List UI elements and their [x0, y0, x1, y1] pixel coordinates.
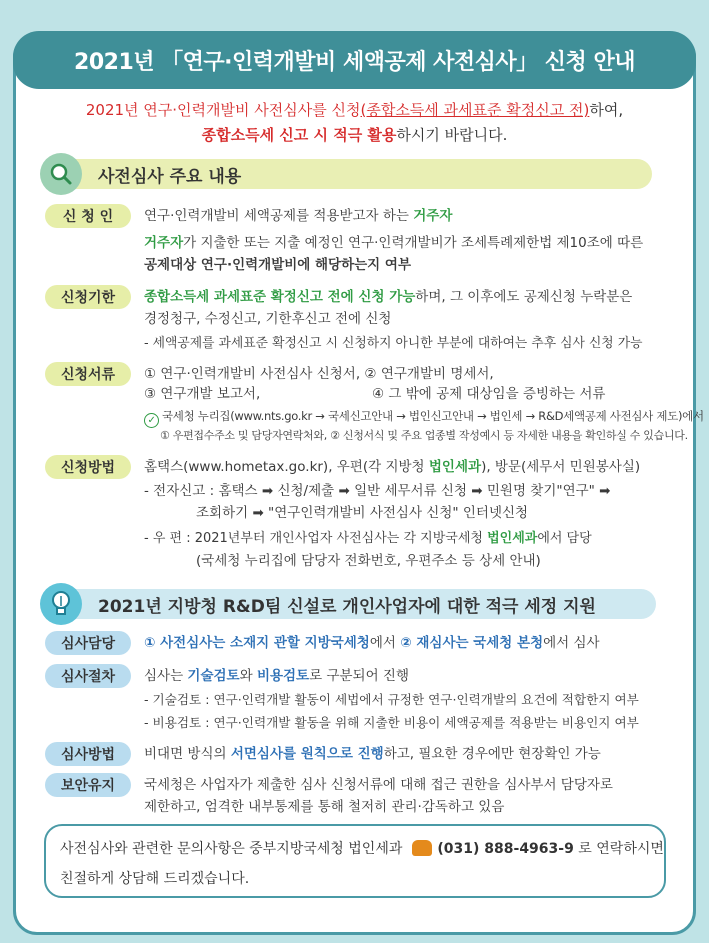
charge-line — [144, 633, 600, 653]
documents-line2b: ④ 그 밖에 공제 대상임을 증빙하는 서류 — [372, 386, 606, 402]
applicant-line2 — [144, 233, 643, 253]
label-review-method — [45, 742, 131, 766]
documents-line4: ① 우편접수주소 및 담당자연락처와, ② 신청서식 및 주요 업종별 작성예시 등 자세한 내용을 확인하실 수 있습니다. — [160, 429, 688, 442]
deadline-line2: 경정청구, 수정신고, 기한후신고 전에 신청 — [144, 311, 392, 327]
page-title — [13, 31, 696, 89]
documents-line1: ① 연구·인력개발비 사전심사 신청서, ② 연구개발비 명세서, — [144, 366, 494, 382]
method-line4-b: 법인세과 — [487, 531, 538, 546]
review-method-b: 서면심사를 원칙으로 진행 — [230, 746, 384, 762]
documents-line3-text: 국세청 누리집(www.nts.go.kr → 국세신고안내 → 법인신고안내 → 법인세 → R&D세액공제 사전심사 제도)에서 — [162, 409, 704, 423]
method-line2: - 전자신고 : 홈택스 ➡ 신청/제출 ➡ 일반 세무서류 신청 ➡ 민원명 찾기"연구" ➡ — [144, 483, 611, 499]
method-line3: 조회하기 ➡ "연구인력개발비 사전심사 신청" 인터넷신청 — [196, 505, 529, 521]
label-method — [45, 455, 131, 479]
label-method-text: 신청방법 — [60, 460, 116, 476]
intro-line2-b: 하시기 바랍니다. — [396, 126, 508, 144]
intro-line1-c: 하여, — [589, 101, 624, 119]
procedure-line2: - 기술검토 : 연구·인력개발 활동이 세법에서 규정한 연구·인력개발의 요건에 적합한지 여부 — [144, 692, 639, 707]
security-line1: 국세청은 사업자가 제출한 심사 신청서류에 대해 접근 권한을 심사부서 담당자로 — [144, 777, 613, 793]
contact-line1 — [60, 838, 664, 858]
procedure-line1-b: 기술검토 — [187, 668, 240, 684]
deadline-line1-a: 종합소득세 과세표준 확정신고 전에 신청 가능 — [144, 289, 416, 305]
method-line1-b: 법인세과 — [428, 459, 482, 475]
section2-heading-bar — [42, 589, 656, 619]
label-procedure-text: 심사절차 — [60, 669, 116, 685]
charge-a: ① 사전심사는 소재지 관할 지방국세청 — [144, 635, 370, 651]
deadline-line3: - 세액공제를 과세표준 확정신고 시 신청하지 아니한 부분에 대하여는 추후 심사 신청 가능 — [144, 336, 643, 351]
method-line1 — [144, 457, 640, 477]
contact-phone: (031) 888-4963-9 — [437, 841, 574, 857]
contact-line1-a: 사전심사와 관련한 문의사항은 중부지방국세청 법인세과 — [60, 841, 403, 857]
applicant-line1-a: 연구·인력개발비 세액공제를 적용받고자 하는 — [144, 208, 414, 224]
documents-line3 — [144, 406, 704, 428]
intro-line2-a: 종합소득세 신고 시 적극 활용 — [201, 126, 397, 144]
procedure-line3: - 비용검토 : 연구·인력개발 활동을 위해 지출한 비용이 세액공제를 적용받는 비용인지 여부 — [144, 715, 639, 730]
lightbulb-icon — [40, 583, 82, 625]
intro — [30, 98, 679, 148]
method-line1-c: ), 방문(세무서 민원봉사실) — [481, 459, 641, 475]
deadline-line1 — [144, 287, 632, 307]
section1-heading-bar — [42, 159, 652, 189]
magnifier-icon — [40, 153, 82, 195]
method-line4-c: 에서 담당 — [537, 531, 592, 546]
check-icon: ✓ — [144, 413, 159, 428]
procedure-line1-c: 와 — [239, 668, 257, 684]
security-line2: 제한하고, 엄격한 내부통제를 통해 철저히 관리·감독하고 있음 — [144, 799, 505, 815]
label-documents — [45, 362, 131, 386]
applicant-line2-b: 가 지출한 또는 지출 예정인 연구·인력개발비가 조세특례제한법 제10조에 따른 — [183, 235, 644, 251]
method-line5: (국세청 누리집에 담당자 전화번호, 우편주소 등 상세 안내) — [196, 553, 541, 569]
documents-line2a: ③ 연구개발 보고서, — [144, 386, 261, 402]
section1-heading: 사전심사 주요 내용 — [98, 166, 242, 187]
label-deadline-text: 신청기한 — [60, 290, 116, 306]
label-security-text: 보안유지 — [60, 778, 116, 794]
applicant-line2-a: 거주자 — [144, 235, 184, 251]
intro-line1-b: (종합소득세 과세표준 확정신고 전) — [360, 101, 590, 119]
contact-line1-b: 로 연락하시면 — [573, 841, 664, 857]
review-method-a: 비대면 방식의 — [144, 746, 231, 762]
method-line4-a: - 우 편 : 2021년부터 개인사업자 사전심사는 각 지방국세청 — [144, 531, 488, 546]
label-documents-text: 신청서류 — [60, 367, 116, 383]
applicant-line3: 공제대상 연구·인력개발비에 해당하는지 여부 — [144, 257, 412, 273]
contact-box — [44, 824, 666, 898]
section2-heading: 2021년 지방청 R&D팀 신설로 개인사업자에 대한 적극 세정 지원 — [98, 596, 596, 617]
procedure-line1-d: 비용검토 — [256, 668, 310, 684]
label-applicant — [45, 204, 131, 228]
applicant-line1-b: 거주자 — [413, 208, 453, 224]
review-method-line — [144, 744, 601, 764]
deadline-line1-b: 하며, 그 이후에도 공제신청 누락분은 — [415, 289, 633, 305]
charge-b: 에서 — [369, 635, 401, 651]
procedure-line1-e: 로 구분되어 진행 — [309, 668, 409, 684]
phone-icon — [412, 840, 432, 856]
charge-c: ② 재심사는 국세청 본청 — [400, 635, 544, 651]
method-line4 — [144, 529, 592, 549]
procedure-line1-a: 심사는 — [144, 668, 188, 684]
label-procedure — [45, 664, 131, 688]
procedure-line1 — [144, 666, 409, 686]
intro-line1-a: 2021년 연구·인력개발비 사전심사를 신청 — [85, 101, 361, 119]
contact-line2: 친절하게 상담해 드리겠습니다. — [60, 871, 250, 887]
title-text: 2021년 「연구·인력개발비 세액공제 사전심사」 신청 안내 — [74, 49, 635, 75]
label-charge-text: 심사담당 — [60, 636, 116, 652]
label-security — [45, 773, 131, 797]
review-method-c: 하고, 필요한 경우에만 현장확인 가능 — [383, 746, 601, 762]
label-applicant-text: 신 청 인 — [62, 209, 114, 225]
charge-d: 에서 심사 — [543, 635, 600, 651]
label-deadline — [45, 285, 131, 309]
method-line1-a: 홈택스(www.hometax.go.kr), 우편(각 지방청 — [144, 459, 429, 475]
applicant-line1 — [144, 206, 452, 226]
label-charge — [45, 631, 131, 655]
label-review-method-text: 심사방법 — [60, 747, 116, 763]
